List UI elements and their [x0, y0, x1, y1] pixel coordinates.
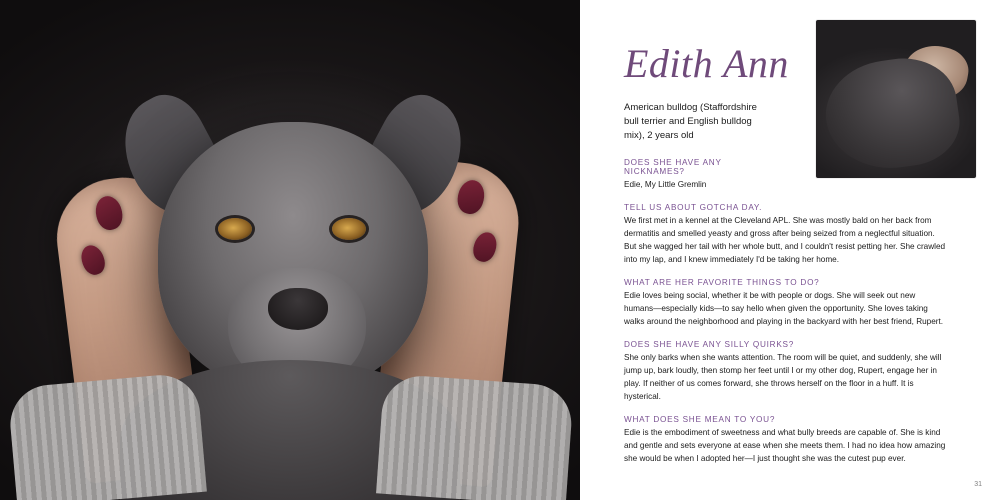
qa-question: TELL US ABOUT GOTCHA DAY.: [624, 203, 763, 213]
qa-block: [624, 340, 946, 404]
qa-question: DOES SHE HAVE ANY SILLY QUIRKS?: [624, 339, 795, 349]
qa-question: WHAT ARE HER FAVORITE THINGS TO DO?: [624, 278, 820, 288]
sweater-sleeve-left: [7, 372, 207, 500]
dog-nose: [268, 288, 328, 330]
qa-answer: She only barks when she wants attention. The room will be quiet, and suddenly, she will jump up, bark loudly, then stomp her feet until I or my other dog, Rupert, engage her in play. If neither of us comes forward, she throws herself on the floor in a huff. It is hysterical.: [624, 352, 942, 401]
qa-answer: Edie, My Little Gremlin: [624, 180, 707, 190]
dog-breed-age: American bulldog (Staffordshire bull terrier and English bulldog mix), 2 years old: [624, 102, 757, 141]
dog-eye-left: [218, 218, 252, 240]
qa-block: [624, 158, 774, 192]
qa-question: WHAT DOES SHE MEAN TO YOU?: [624, 414, 776, 424]
page-title: Edith Ann: [624, 41, 789, 86]
dog-eye-right: [332, 218, 366, 240]
article-content: [624, 40, 954, 477]
page-number: 31: [974, 481, 982, 488]
qa-block: [624, 415, 946, 466]
qa-answer: We first met in a kennel at the Cleveland APL. She was mostly bald on her back from dermatitis and smelled yeasty and gross after being seized from a neglectful situation. But she wagged her tail with her whole butt, and I couldn't resist petting her. She crawled into my lap, and I knew immediately I'd be taking her home.: [624, 216, 946, 265]
qa-block: [624, 278, 946, 329]
sweater-sleeve-right: [376, 374, 574, 500]
qa-answer: Edie loves being social, whether it be with people or dogs. She will seek out new humans—especially kids—to say hello when given the opportunity. She loves taking walks around the neighborhood and playing in the backyard with her best friend, Rupert.: [624, 291, 944, 326]
qa-block: [624, 203, 946, 267]
qa-question: DOES SHE HAVE ANY NICKNAMES?: [624, 158, 722, 177]
right-page: [580, 0, 1000, 500]
qa-answer: Edie is the embodiment of sweetness and what bully breeds are capable of. She is kind and gentle and sets everyone at ease when she meets them. I had no idea how amazing she would be when I adopted her—I just thought she was the cutest pup ever.: [624, 427, 946, 463]
